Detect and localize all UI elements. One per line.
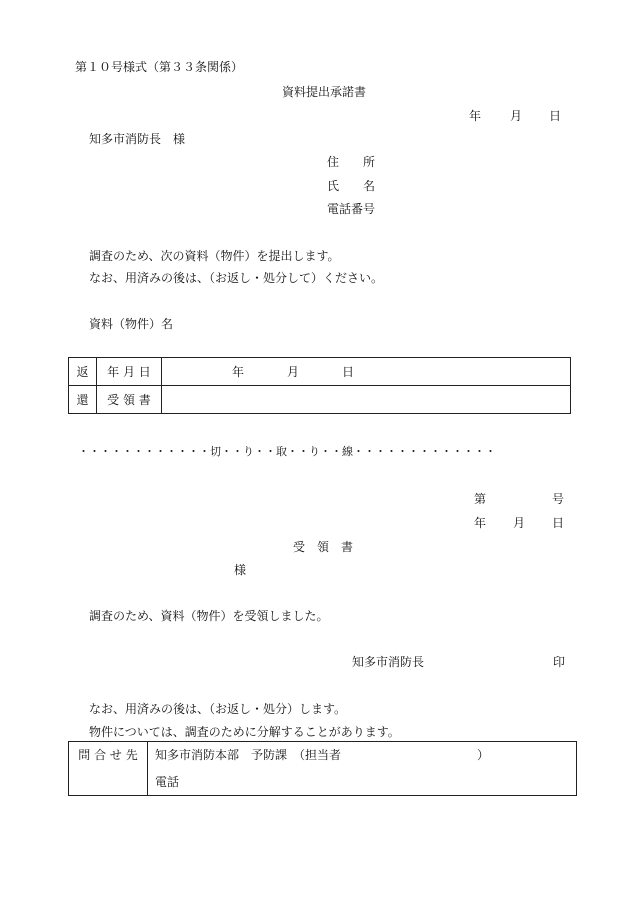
return-receipt-label: 受 領 書 [97,386,162,414]
receipt-number-prefix: 第 [474,492,487,506]
receipt-addressee: 様 [234,563,247,577]
receipt-number-suffix: 号 [552,492,565,506]
inquiry-table [68,741,577,796]
body-line-1: 調査のため、次の資料（物件）を提出します。 [89,249,340,263]
inquiry-label: 問 合 せ 先 [69,742,148,796]
document-title: 資料提出承諾書 [282,85,367,99]
inquiry-phone: 電話 [148,769,577,796]
date-month-label: 月 [510,109,523,123]
applicant-address-label: 住 所 [327,155,376,169]
date-year-label: 年 [469,109,482,123]
body-line-2: なお、用済みの後は、（お返し・処分して）ください。 [89,271,384,285]
receipt-note-2: 物件については、調査のために分解することがあります。 [89,725,400,739]
cut-line: ・・・・・・・・・・・・切・・り・・取・・り・・線・・・・・・・・・・・・・ [78,445,496,458]
receipt-date-year: 年 [474,516,487,530]
return-side-label-bottom: 還 [69,386,97,414]
receipt-title: 受 領 書 [293,540,354,554]
applicant-name-label: 氏 名 [327,179,376,193]
applicant-phone-label: 電話番号 [327,202,376,216]
form-number: 第１０号様式（第３３条関係） [75,60,244,74]
inquiry-contact-row [148,742,577,769]
inquiry-department: 知多市消防本部 予防課 （担当者 [155,748,342,763]
receipt-issuer: 知多市消防長 [352,655,425,669]
return-date-year: 年 [232,364,245,379]
return-date-field[interactable] [162,358,571,386]
material-name-label: 資料（物件）名 [89,317,174,331]
receipt-note-1: なお、用済みの後は、（お返し・処分）します。 [89,702,347,716]
return-receipt-field[interactable] [162,386,571,414]
inquiry-close-paren: ） [477,748,490,763]
receipt-date-day: 日 [552,516,565,530]
return-date-month: 月 [287,364,300,379]
addressee: 知多市消防長 様 [89,132,186,146]
seal-mark: 印 [553,655,566,669]
receipt-body-line: 調査のため、資料（物件）を受領しました。 [89,609,329,623]
date-day-label: 日 [549,109,562,123]
return-side-label-top: 返 [69,358,97,386]
receipt-date-month: 月 [513,516,526,530]
return-table [68,357,571,414]
return-date-label: 年 月 日 [97,358,162,386]
return-date-day: 日 [342,364,355,379]
